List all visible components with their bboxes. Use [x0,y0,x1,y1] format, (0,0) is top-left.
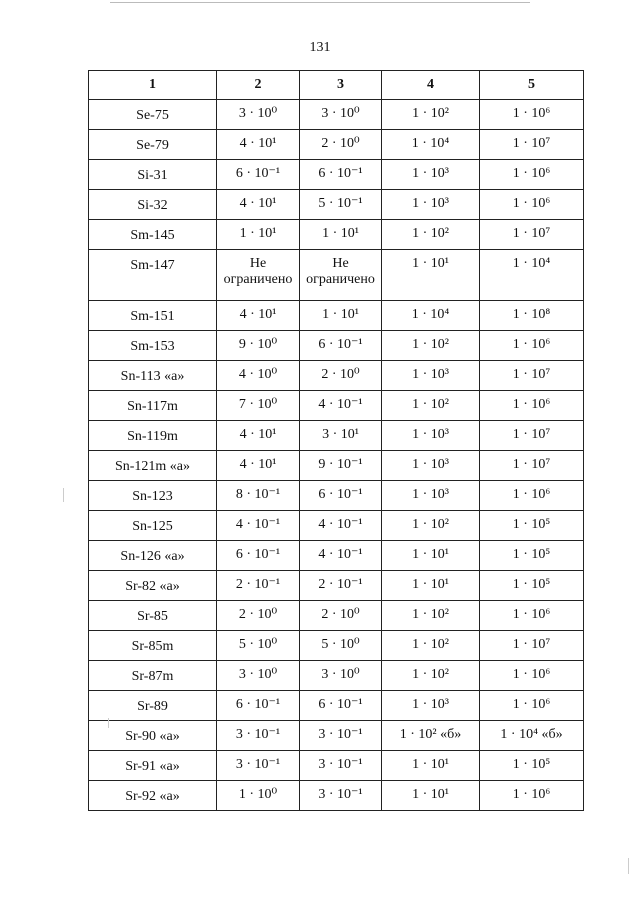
value-cell-col-3: 4 · 10⁻¹ [300,511,382,541]
nuclide-cell: Sn-113 «а» [89,361,217,391]
table-row [89,190,584,220]
value-cell-col-3: 6 · 10⁻¹ [300,481,382,511]
value-cell-col-4: 1 · 10² [382,391,480,421]
value-cell-col-2: 6 · 10⁻¹ [217,691,300,721]
nuclide-cell: Sn-121m «а» [89,451,217,481]
value-cell-col-4: 1 · 10² [382,100,480,130]
nuclide-cell: Sn-117m [89,391,217,421]
value-cell-col-4: 1 · 10³ [382,421,480,451]
value-cell-col-5: 1 · 10⁴ «б» [480,721,584,751]
margin-mark [628,858,629,874]
value-cell-col-5: 1 · 10⁶ [480,481,584,511]
top-rule [110,2,530,3]
value-cell-col-5: 1 · 10⁶ [480,190,584,220]
nuclide-cell: Si-32 [89,190,217,220]
value-cell-col-2: 3 · 10⁰ [217,661,300,691]
value-cell-col-2: 6 · 10⁻¹ [217,541,300,571]
table-row [89,301,584,331]
table-row [89,421,584,451]
table-row [89,391,584,421]
nuclide-cell: Sr-89 [89,691,217,721]
value-cell-col-4: 1 · 10³ [382,691,480,721]
column-header-1: 1 [89,71,217,100]
radionuclide-table [88,70,584,811]
value-cell-col-3: 3 · 10⁰ [300,661,382,691]
value-cell-col-3: 3 · 10⁰ [300,100,382,130]
nuclide-cell: Sr-91 «а» [89,751,217,781]
table-row [89,481,584,511]
table-body [89,100,584,811]
nuclide-cell: Sr-85m [89,631,217,661]
value-cell-col-2: 6 · 10⁻¹ [217,160,300,190]
table-row [89,160,584,190]
nuclide-cell: Sn-126 «а» [89,541,217,571]
value-cell-col-5: 1 · 10⁵ [480,541,584,571]
value-cell-col-2: 8 · 10⁻¹ [217,481,300,511]
table-row [89,661,584,691]
table-row [89,220,584,250]
value-cell-col-4: 1 · 10³ [382,451,480,481]
value-cell-col-4: 1 · 10² [382,661,480,691]
value-cell-col-3: 9 · 10⁻¹ [300,451,382,481]
value-cell-col-3: 3 · 10⁻¹ [300,781,382,811]
value-cell-col-4: 1 · 10² «б» [382,721,480,751]
value-cell-col-5: 1 · 10⁶ [480,601,584,631]
value-cell-col-2: 3 · 10⁻¹ [217,721,300,751]
table-row [89,691,584,721]
value-cell-col-5: 1 · 10⁷ [480,451,584,481]
nuclide-cell: Sr-87m [89,661,217,691]
value-cell-col-4: 1 · 10¹ [382,250,480,301]
value-cell-col-4: 1 · 10⁴ [382,301,480,331]
value-cell-col-2: 4 · 10¹ [217,421,300,451]
value-cell-col-2: 2 · 10⁰ [217,601,300,631]
value-cell-col-3: 4 · 10⁻¹ [300,391,382,421]
value-cell-col-5: 1 · 10⁶ [480,331,584,361]
value-cell-col-2: 4 · 10⁻¹ [217,511,300,541]
nuclide-cell: Sn-123 [89,481,217,511]
value-cell-col-3: 2 · 10⁰ [300,130,382,160]
value-cell-col-4: 1 · 10² [382,220,480,250]
value-cell-col-5: 1 · 10⁵ [480,511,584,541]
nuclide-cell: Sm-145 [89,220,217,250]
nuclide-cell: Se-75 [89,100,217,130]
value-cell-col-3: 2 · 10⁻¹ [300,571,382,601]
value-cell-col-3: 1 · 10¹ [300,220,382,250]
value-cell-col-5: 1 · 10⁷ [480,220,584,250]
table-row [89,100,584,130]
value-cell-col-4: 1 · 10² [382,631,480,661]
value-cell-col-2: 1 · 10⁰ [217,781,300,811]
table-row [89,541,584,571]
value-cell-col-3: 5 · 10⁰ [300,631,382,661]
value-cell-col-4: 1 · 10² [382,511,480,541]
value-cell-col-3: 6 · 10⁻¹ [300,160,382,190]
value-cell-col-4: 1 · 10³ [382,190,480,220]
value-cell-col-2: 9 · 10⁰ [217,331,300,361]
value-cell-col-5: 1 · 10⁶ [480,661,584,691]
value-cell-col-2: 4 · 10¹ [217,130,300,160]
value-cell-col-4: 1 · 10² [382,601,480,631]
value-cell-col-3: 4 · 10⁻¹ [300,541,382,571]
nuclide-cell: Si-31 [89,160,217,190]
value-cell-col-3: 6 · 10⁻¹ [300,691,382,721]
value-cell-col-3: Не ограничено [300,250,382,301]
table-row [89,451,584,481]
value-cell-col-5: 1 · 10⁷ [480,361,584,391]
nuclide-cell: Sn-125 [89,511,217,541]
value-cell-col-2: 3 · 10⁰ [217,100,300,130]
value-cell-col-2: 5 · 10⁰ [217,631,300,661]
column-header-2: 2 [217,71,300,100]
nuclide-cell: Sn-119m [89,421,217,451]
value-cell-col-4: 1 · 10¹ [382,751,480,781]
value-cell-col-5: 1 · 10⁶ [480,391,584,421]
value-cell-col-3: 5 · 10⁻¹ [300,190,382,220]
value-cell-col-4: 1 · 10³ [382,481,480,511]
value-cell-col-5: 1 · 10⁶ [480,781,584,811]
value-cell-col-3: 3 · 10⁻¹ [300,751,382,781]
nuclide-cell: Sm-153 [89,331,217,361]
value-cell-col-4: 1 · 10¹ [382,541,480,571]
table-row [89,361,584,391]
margin-mark [63,488,64,502]
margin-mark [108,718,109,728]
nuclide-cell: Sr-85 [89,601,217,631]
value-cell-col-4: 1 · 10³ [382,160,480,190]
nuclide-cell: Sm-151 [89,301,217,331]
value-cell-col-5: 1 · 10⁶ [480,100,584,130]
table-row [89,631,584,661]
nuclide-cell: Se-79 [89,130,217,160]
value-cell-col-2: 3 · 10⁻¹ [217,751,300,781]
table-row [89,721,584,751]
value-cell-col-4: 1 · 10¹ [382,571,480,601]
value-cell-col-3: 2 · 10⁰ [300,601,382,631]
value-cell-col-5: 1 · 10⁷ [480,130,584,160]
table-row [89,571,584,601]
nuclide-cell: Sr-90 «а» [89,721,217,751]
nuclide-cell: Sr-92 «а» [89,781,217,811]
page-number: 131 [309,40,331,55]
value-cell-col-2: Не ограничено [217,250,300,301]
value-cell-col-3: 1 · 10¹ [300,301,382,331]
value-cell-col-3: 3 · 10⁻¹ [300,721,382,751]
table-row [89,601,584,631]
value-cell-col-4: 1 · 10³ [382,361,480,391]
column-header-4: 4 [382,71,480,100]
nuclide-cell: Sm-147 [89,250,217,301]
table-row [89,781,584,811]
table-header-row [89,71,584,100]
value-cell-col-3: 3 · 10¹ [300,421,382,451]
value-cell-col-5: 1 · 10⁷ [480,631,584,661]
value-cell-col-2: 7 · 10⁰ [217,391,300,421]
nuclide-cell: Sr-82 «а» [89,571,217,601]
table-row [89,751,584,781]
table-row [89,130,584,160]
value-cell-col-5: 1 · 10⁵ [480,751,584,781]
value-cell-col-4: 1 · 10² [382,331,480,361]
value-cell-col-4: 1 · 10⁴ [382,130,480,160]
value-cell-col-2: 1 · 10¹ [217,220,300,250]
value-cell-col-5: 1 · 10⁵ [480,571,584,601]
value-cell-col-5: 1 · 10⁷ [480,421,584,451]
value-cell-col-3: 6 · 10⁻¹ [300,331,382,361]
column-header-5: 5 [480,71,584,100]
value-cell-col-5: 1 · 10⁶ [480,691,584,721]
table-row [89,250,584,301]
table-row [89,511,584,541]
value-cell-col-2: 4 · 10¹ [217,451,300,481]
column-header-3: 3 [300,71,382,100]
value-cell-col-2: 4 · 10¹ [217,301,300,331]
value-cell-col-3: 2 · 10⁰ [300,361,382,391]
value-cell-col-4: 1 · 10¹ [382,781,480,811]
value-cell-col-5: 1 · 10⁴ [480,250,584,301]
value-cell-col-5: 1 · 10⁶ [480,160,584,190]
value-cell-col-2: 2 · 10⁻¹ [217,571,300,601]
value-cell-col-2: 4 · 10¹ [217,190,300,220]
value-cell-col-5: 1 · 10⁸ [480,301,584,331]
table-row [89,331,584,361]
value-cell-col-2: 4 · 10⁰ [217,361,300,391]
